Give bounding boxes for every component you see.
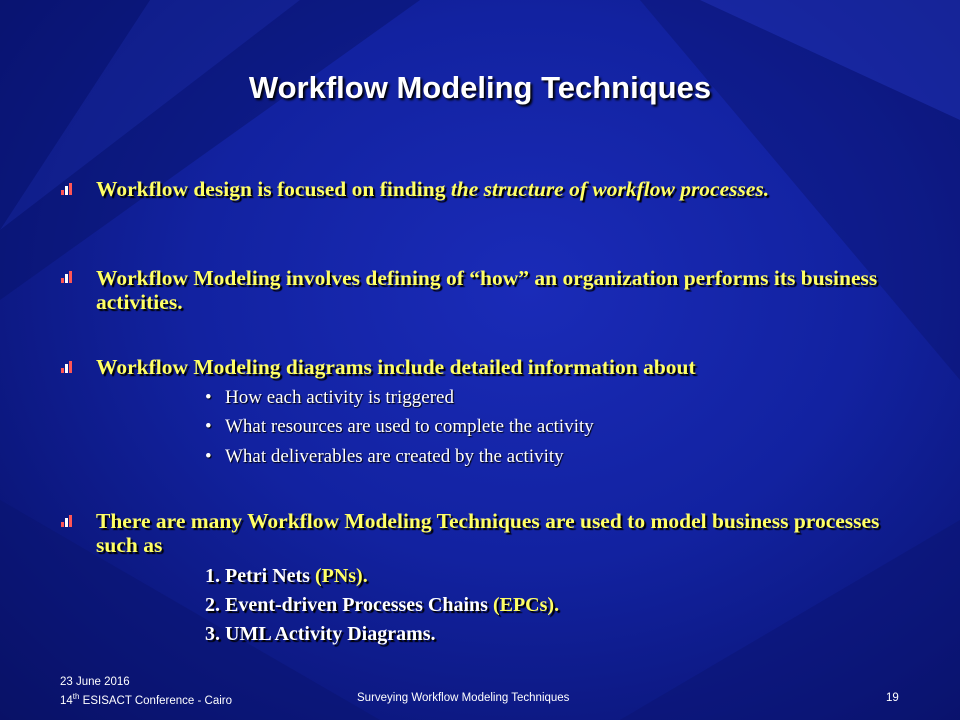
bullet-techniques-intro: There are many Workflow Modeling Techniques are used to model business processes such as (96, 509, 880, 557)
bar-chart-bullet-icon (60, 360, 74, 374)
page-number: 19 (886, 692, 899, 704)
bar-chart-bullet-icon (60, 182, 74, 196)
bar-chart-bullet-icon (60, 514, 74, 528)
footer-presentation-title: Surveying Workflow Modeling Techniques (357, 692, 570, 704)
bullet-modeling-definition: Workflow Modeling involves defining of “how” an organization performs its business activities. (96, 266, 878, 314)
footer-conference: 14th ESISACT Conference - Cairo (60, 692, 233, 707)
slide-title: Workflow Modeling Techniques (248, 70, 712, 105)
technique-epcs: 2. Event-driven Processes Chains (EPCs). (205, 594, 560, 616)
bullet-design-focus: Workflow design is focused on finding the structure of workflow processes. (96, 177, 770, 201)
bullet-diagrams-info: Workflow Modeling diagrams include detailed information about (96, 355, 696, 379)
sub-item-resources: • What resources are used to complete the activity (205, 416, 594, 437)
footer-date: 23 June 2016 (60, 676, 130, 688)
sub-item-deliverables: • What deliverables are created by the activity (205, 446, 564, 467)
bar-chart-bullet-icon (60, 270, 74, 284)
technique-petri-nets: 1. Petri Nets (PNs). (205, 565, 368, 587)
sub-item-triggered: • How each activity is triggered (205, 387, 454, 408)
technique-uml: 3. UML Activity Diagrams. (205, 623, 436, 645)
